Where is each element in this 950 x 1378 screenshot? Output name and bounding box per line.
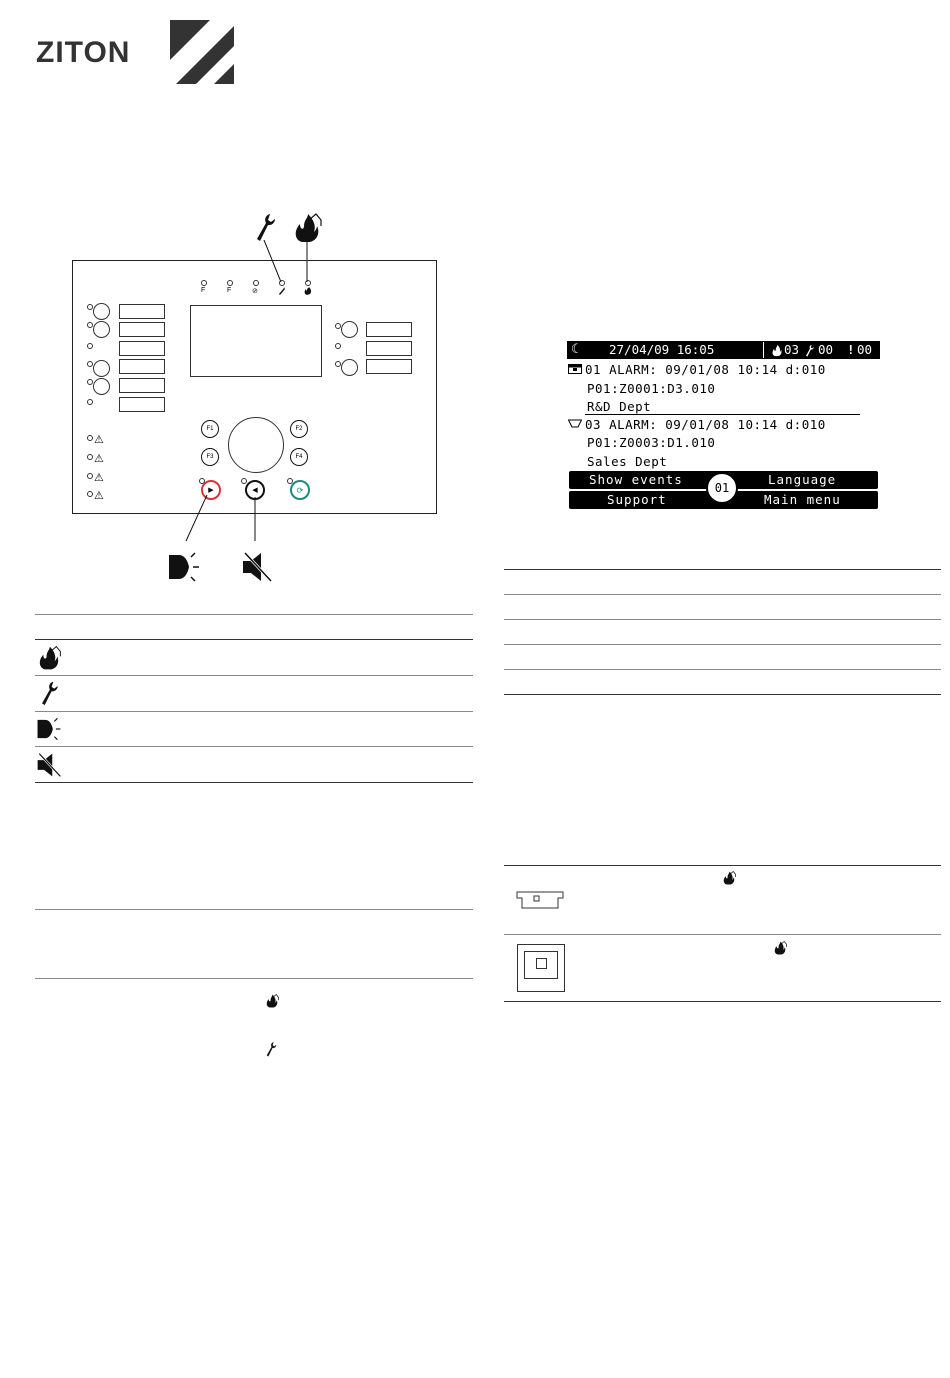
status-led [253,280,259,286]
fire-house-icon [265,993,279,1009]
status-led [279,280,285,286]
led-fire-icon [304,287,312,295]
zone-button[interactable] [341,321,358,338]
warning-led [87,491,93,497]
warning-icon: ⚠ [94,490,104,502]
zone-label-slot [119,359,165,374]
led-wrench-icon [278,287,286,295]
warning-led [87,473,93,479]
event-2-line-3: Sales Dept [587,454,668,469]
table-rule [504,594,941,595]
led-label-disabled: ⊘ [252,288,258,295]
sounder-silence-button[interactable]: ▶ [201,480,221,500]
status-divider [763,342,764,358]
fault-count: 00 [818,342,834,357]
sounder-mute-icon [241,551,273,583]
logo-mark-icon [170,20,234,84]
event-2-line-2: P01:Z0003:D1.010 [587,435,716,450]
wrench-icon [265,1041,277,1057]
table-rule [504,669,941,670]
zone-label-slot [119,341,165,356]
zone-label-slot [366,322,412,337]
logo-text: ZITON [36,36,131,69]
warning-icon: ! [847,342,855,357]
f3-button[interactable]: F3 [201,448,219,466]
reset-button[interactable]: ⟳ [290,480,310,500]
zone-led [87,361,93,367]
zone-button[interactable] [93,303,110,320]
zone-button[interactable] [341,359,358,376]
f1-button[interactable]: F1 [201,420,219,438]
sounder-icon [167,551,201,583]
table-rule [504,619,941,620]
table-rule [504,1001,941,1002]
event-divider [585,414,860,415]
fault-icon [804,344,815,357]
event-2-line-1: 03 ALARM: 09/01/08 10:14 d:010 [585,417,826,432]
table-rule [35,978,473,979]
zone-led [87,379,93,385]
table-rule [504,694,941,695]
menu-counter: 01 [706,472,738,504]
f2-button[interactable]: F2 [290,420,308,438]
call-point-glass-icon [536,958,547,969]
zone-label-slot [119,322,165,337]
menu-show-events[interactable]: Show events [589,472,683,487]
status-led [201,280,207,286]
table-rule [35,746,473,747]
table-rule [504,569,941,570]
led-label-f: F [201,287,206,294]
wrench-icon [36,680,62,706]
zone-led [87,304,93,310]
zone-label-slot [119,397,165,412]
table-rule [35,675,473,676]
zone-button[interactable] [93,321,110,338]
navigation-knob[interactable] [228,417,284,473]
table-rule [35,909,473,910]
warning-icon: ⚠ [94,434,104,446]
warning-led [87,454,93,460]
table-rule [504,865,941,866]
zone-label-slot [366,359,412,374]
zone-led [87,399,93,405]
event-1-line-3: R&D Dept [587,399,652,414]
wrench-icon [254,212,276,242]
status-led [227,280,233,286]
led-label-f: F [227,287,232,294]
fire-house-icon [722,870,736,886]
menu-support[interactable]: Support [607,492,667,507]
zone-label-slot [119,304,165,319]
zone-led [335,343,341,349]
table-rule [504,644,941,645]
detector-icon [516,890,564,914]
fire-house-icon [773,940,787,956]
zone-button[interactable] [93,378,110,395]
panel-lcd [190,305,322,377]
buzzer-mute-button[interactable]: ◀ [245,480,265,500]
date-time: 27/04/09 16:05 [609,342,715,357]
zone-label-slot [119,378,165,393]
table-rule [504,934,941,935]
fire-house-icon [36,645,62,671]
warning-count: 00 [857,342,873,357]
table-rule [35,782,473,783]
zone-label-slot [366,341,412,356]
callout-lines-bottom [180,495,270,545]
warning-icon: ⚠ [94,453,104,465]
table-rule [35,639,473,640]
sounder-mute-icon [36,752,62,778]
status-led [305,280,311,286]
table-rule [35,711,473,712]
f4-button[interactable]: F4 [290,448,308,466]
menu-language[interactable]: Language [768,472,837,487]
zone-led [87,322,93,328]
table-rule [35,614,473,615]
fire-count: 03 [784,342,800,357]
manual-call-point-icon [568,364,582,374]
sounder-icon [36,716,62,742]
fire-icon [771,344,783,357]
menu-main-menu[interactable]: Main menu [764,492,841,507]
warning-icon: ⚠ [94,472,104,484]
zone-led [87,343,93,349]
warning-led [87,435,93,441]
event-1-line-2: P01:Z0001:D3.010 [587,381,716,396]
detector-icon [568,419,582,429]
night-mode-icon: ☾ [571,342,579,357]
zone-button[interactable] [93,360,110,377]
lcd-screen [567,341,880,509]
event-1-line-1: 01 ALARM: 09/01/08 10:14 d:010 [585,362,826,377]
